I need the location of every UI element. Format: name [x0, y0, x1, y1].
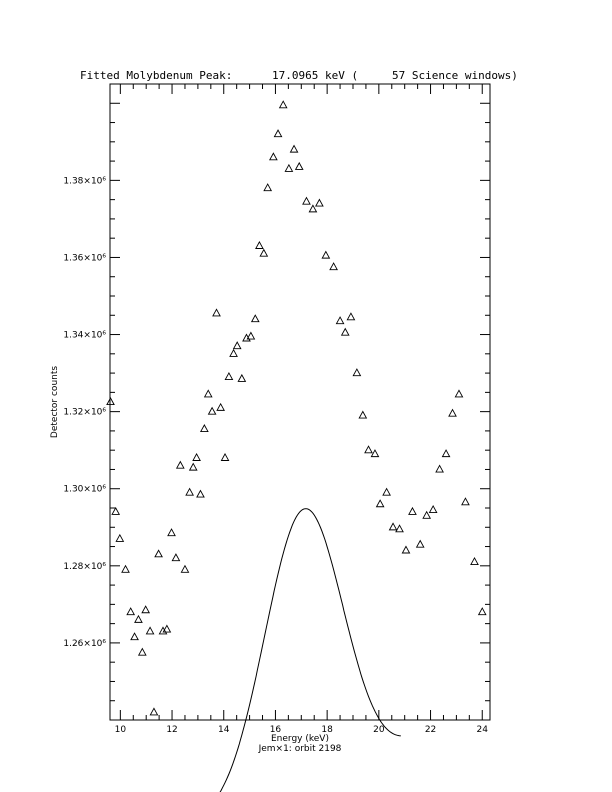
x-tick-label: 10	[114, 725, 127, 735]
data-point	[116, 535, 123, 542]
data-point	[455, 390, 462, 397]
x-tick-label: 16	[269, 725, 282, 735]
y-tick-label: 1.28×10⁶	[63, 561, 106, 572]
data-point	[383, 489, 390, 496]
data-point	[347, 313, 354, 320]
data-point	[377, 500, 384, 507]
plot-frame	[110, 84, 490, 720]
chart-title-part-2: 17.0965 keV (	[272, 69, 359, 82]
data-series	[107, 101, 486, 715]
data-point	[303, 198, 310, 205]
data-point	[107, 398, 114, 405]
data-point	[234, 342, 241, 349]
y-tick-label: 1.34×10⁶	[63, 330, 106, 341]
data-point	[139, 649, 146, 656]
data-point	[462, 498, 469, 505]
data-point	[256, 242, 263, 249]
data-point	[417, 541, 424, 548]
data-point	[322, 252, 329, 259]
data-point	[142, 606, 149, 613]
data-point	[221, 454, 228, 461]
data-point	[131, 633, 138, 640]
data-point	[150, 708, 157, 715]
data-point	[260, 250, 267, 257]
data-point	[127, 608, 134, 615]
data-point	[409, 508, 416, 515]
y-axis-label: Detector counts	[50, 365, 60, 439]
y-tick-label: 1.38×10⁶	[63, 176, 106, 187]
data-point	[217, 404, 224, 411]
data-point	[274, 130, 281, 137]
y-tick-label: 1.36×10⁶	[63, 253, 106, 264]
data-point	[146, 627, 153, 634]
data-point	[389, 523, 396, 530]
data-point	[122, 566, 129, 573]
data-point	[290, 146, 297, 153]
data-point	[371, 450, 378, 457]
data-point	[172, 554, 179, 561]
x-axis	[115, 84, 489, 735]
y-tick-label: 1.32×10⁶	[63, 407, 106, 418]
data-point	[280, 101, 287, 108]
data-point	[442, 450, 449, 457]
data-point	[177, 462, 184, 469]
data-point	[238, 375, 245, 382]
data-point	[285, 165, 292, 172]
x-axis-label: Energy (keV)	[271, 734, 329, 744]
data-point	[449, 410, 456, 417]
data-point	[230, 350, 237, 357]
data-point	[353, 369, 360, 376]
data-point	[296, 163, 303, 170]
data-point	[359, 411, 366, 418]
data-point	[181, 566, 188, 573]
data-point	[213, 309, 220, 316]
x-tick-label: 20	[373, 725, 385, 735]
data-point	[190, 464, 197, 471]
data-point	[402, 546, 409, 553]
chart-title-part-1: Fitted Molybdenum Peak:	[80, 69, 233, 82]
footer-label: Jem×1: orbit 2198	[258, 744, 342, 754]
data-point	[197, 491, 204, 498]
x-tick-label: 24	[476, 725, 488, 735]
data-point	[168, 529, 175, 536]
chart-title-part-3: 57 Science windows)	[392, 69, 518, 82]
data-point	[209, 408, 216, 415]
data-point	[270, 153, 277, 160]
data-point	[112, 508, 119, 515]
data-point	[186, 489, 193, 496]
y-tick-label: 1.30×10⁶	[63, 484, 106, 495]
x-tick-label: 12	[166, 725, 178, 735]
data-point	[436, 465, 443, 472]
data-point	[135, 616, 142, 623]
data-point	[396, 525, 403, 532]
data-point	[479, 608, 486, 615]
data-point	[471, 558, 478, 565]
data-point	[365, 446, 372, 453]
data-point	[330, 263, 337, 270]
y-tick-label: 1.26×10⁶	[63, 638, 106, 649]
y-axis	[63, 84, 490, 701]
data-point	[201, 425, 208, 432]
x-tick-label: 14	[218, 725, 230, 735]
data-point	[193, 454, 200, 461]
data-point	[430, 506, 437, 513]
data-point	[225, 373, 232, 380]
chart-title	[80, 69, 518, 82]
x-tick-label: 18	[321, 725, 333, 735]
data-point	[264, 184, 271, 191]
data-point	[336, 317, 343, 324]
data-point	[163, 625, 170, 632]
data-point	[342, 329, 349, 336]
data-point	[316, 199, 323, 206]
data-point	[205, 390, 212, 397]
data-point	[252, 315, 259, 322]
data-point	[155, 550, 162, 557]
x-tick-label: 22	[424, 725, 437, 735]
